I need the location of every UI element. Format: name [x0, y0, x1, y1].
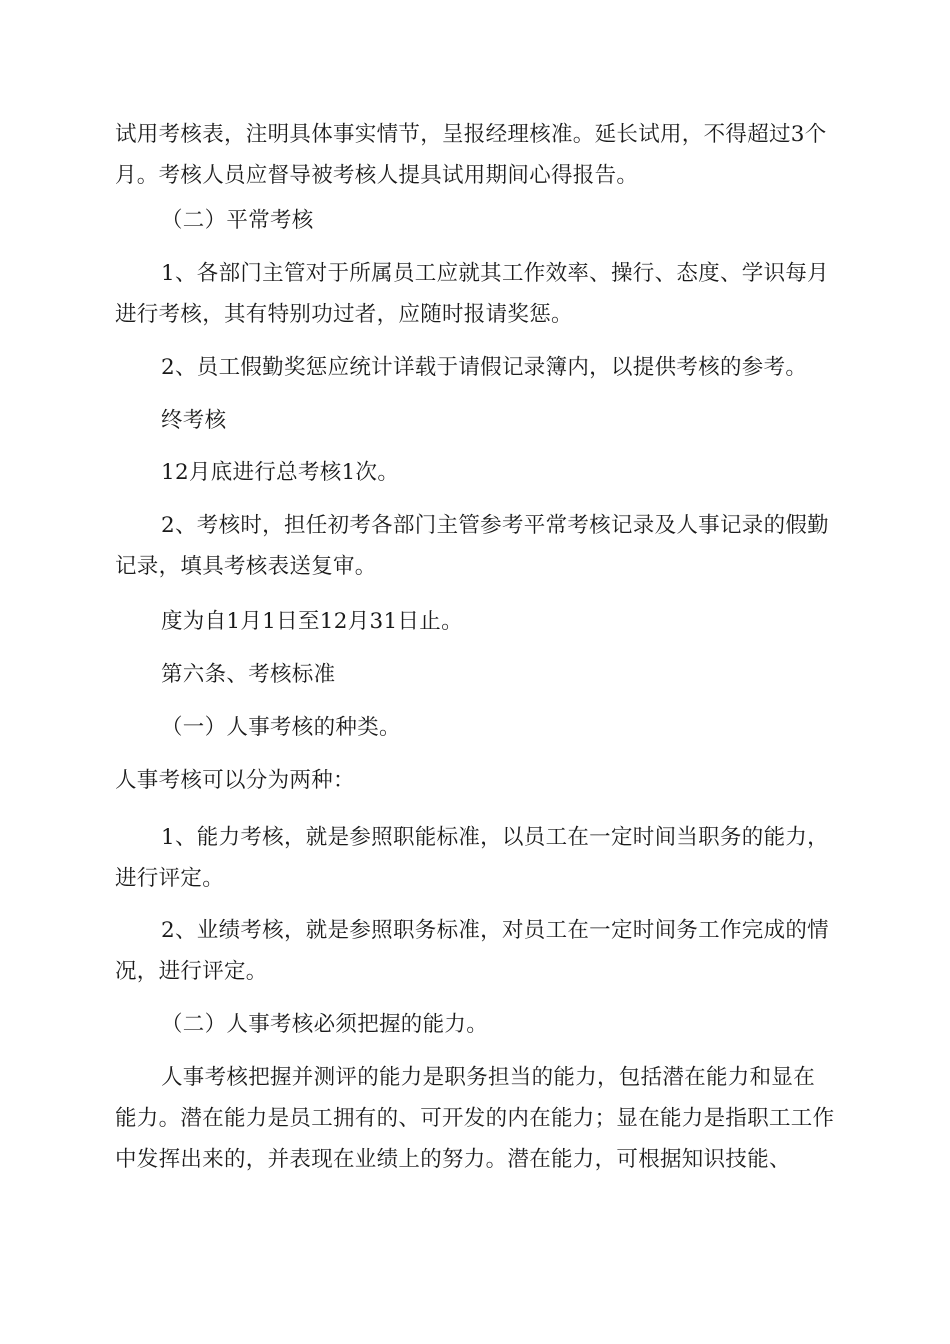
paragraph-assessment-period: 度为自1月1日至12月31日止。 — [161, 609, 463, 634]
paragraph-two-types: 人事考核可以分为两种： — [115, 768, 355, 793]
heading-final-assessment: 终考核 — [161, 408, 227, 433]
paragraph-leave-records: 2、员工假勤奖惩应统计详载于请假记录簿内，以提供考核的参考。 — [161, 355, 808, 380]
heading-regular-assessment: （二）平常考核 — [161, 208, 314, 233]
paragraph-year-end-assessment: 12月底进行总考核1次。 — [161, 460, 400, 485]
paragraph-performance-assessment: 2、业绩考核，就是参照职务标准，对员工在一定时间务工作完成的情况，进行评定。 — [115, 918, 829, 984]
paragraph-probation-report: 试用考核表，注明具体事实情节，呈报经理核准。延长试用，不得超过3个月。考核人员应督导被考核人提具试用期间心得报告。 — [115, 122, 827, 188]
heading-required-abilities: （二）人事考核必须把握的能力。 — [161, 1012, 489, 1037]
heading-article-six: 第六条、考核标准 — [161, 662, 336, 687]
paragraph-ability-description: 人事考核把握并测评的能力是职务担当的能力，包括潜在能力和显在能力。潜在能力是员工拥有的、可开发的内在能力；显在能力是指职工工作中发挥出来的，并表现在业绩上的努力。潜在能力，可根据知识技能、 — [115, 1065, 835, 1172]
heading-assessment-types: （一）人事考核的种类。 — [161, 715, 401, 740]
paragraph-ability-assessment: 1、能力考核，就是参照职能标准，以员工在一定时间当职务的能力，进行评定。 — [115, 825, 829, 891]
paragraph-assessment-procedure: 2、考核时，担任初考各部门主管参考平常考核记录及人事记录的假勤记录，填具考核表送复审。 — [115, 513, 829, 579]
paragraph-monthly-assessment: 1、各部门主管对于所属员工应就其工作效率、操行、态度、学识每月进行考核，其有特别功过者，应随时报请奖惩。 — [115, 261, 829, 327]
